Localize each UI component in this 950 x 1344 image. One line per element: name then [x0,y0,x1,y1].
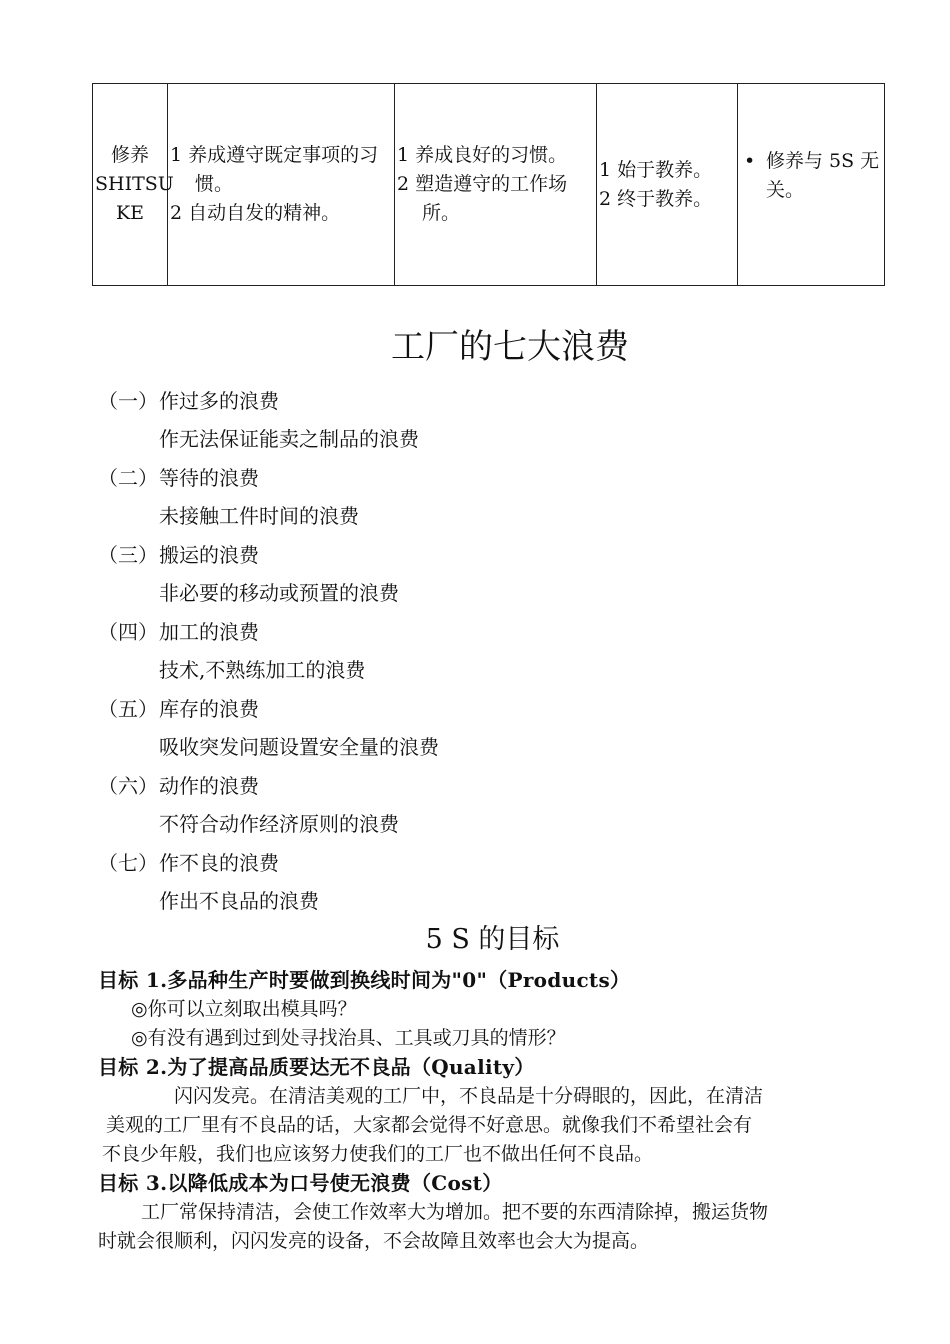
purpose-item-2: 2 塑造遵守的工作场所。 [397,173,568,224]
list-item [98,688,898,727]
list-item [98,534,898,573]
goal-3-paragraph-line-1: 工厂常保持清洁，会使工作效率大为增加。把不要的东西清除掉，搬运货物 [141,1201,769,1223]
cell-meaning [168,84,395,286]
goals-section [98,966,888,1256]
5s-table-row-shitsuke [92,83,885,286]
waste-list [98,380,898,919]
waste-name: 作不良的浪费 [159,850,279,875]
list-item [98,457,898,496]
goal-1-question-2: ◎有没有遇到过到处寻找治具、工具或刀具的情形？ [131,1027,566,1049]
cell-purpose [395,84,597,286]
meaning-item-1: 1 养成遵守既定事项的习惯。 [170,144,379,195]
slogan-item-2: 2 终于教养。 [599,187,713,210]
goal-1-question-1: ◎你可以立刻取出模具吗？ [131,998,357,1020]
waste-name: 动作的浪费 [159,773,259,798]
misconception-item [740,147,882,205]
bullet-icon: • [744,149,756,172]
waste-number: （五） [98,696,158,721]
meaning-item-2: 2 自动自发的精神。 [170,202,341,224]
goal-3-paragraph-line-2: 时就会很顺利，闪闪发亮的设备，不会故障且效率也会大为提高。 [98,1230,650,1252]
list-item [98,380,898,419]
waste-number: （七） [98,850,158,875]
waste-description: 未接触工件时间的浪费 [159,504,359,529]
list-item [98,611,898,650]
waste-name: 库存的浪费 [159,696,259,721]
waste-description: 非必要的移动或预置的浪费 [159,581,399,606]
list-item [98,765,898,804]
term-label: 修养 SHITSU KE [95,144,174,224]
waste-description: 作无法保证能卖之制品的浪费 [159,427,419,452]
waste-description: 作出不良品的浪费 [159,889,319,914]
cell-term [93,84,174,286]
waste-number: （二） [98,465,158,490]
goal-2-paragraph-line-1: 闪闪发亮。在清洁美观的工厂中，不良品是十分碍眼的，因此，在清洁 [174,1085,764,1107]
waste-number: （三） [98,542,158,567]
list-item [98,842,898,881]
goal-2-heading: 目标 2.为了提高品质要达无不良品（Quality） [98,1055,535,1079]
misconception-text: 修养与 5S 无关。 [766,149,880,201]
waste-description: 技术,不熟练加工的浪费 [159,658,366,683]
goal-3-heading: 目标 3.以降低成本为口号使无浪费（Cost） [98,1171,503,1195]
waste-description: 不符合动作经济原则的浪费 [159,812,399,837]
waste-name: 作过多的浪费 [159,388,279,413]
goal-2-paragraph-line-3: 不良少年般，我们也应该努力使我们的工厂也不做出任何不良品。 [102,1143,654,1165]
goal-1-heading: 目标 1.多品种生产时要做到换线时间为"0"（Products） [98,968,631,992]
table-row [93,84,885,286]
waste-name: 搬运的浪费 [159,542,259,567]
cell-misconception [738,84,885,286]
waste-section-title: 工厂的七大浪费 [391,327,629,367]
waste-description: 吸收突发问题设置安全量的浪费 [159,735,439,760]
purpose-item-1: 1 养成良好的习惯。 [397,144,568,166]
goal-2-paragraph-line-2: 美观的工厂里有不良品的话，大家都会觉得不好意思。就像我们不希望社会有 [106,1114,753,1136]
waste-name: 加工的浪费 [159,619,259,644]
slogan-item-1: 1 始于教养。 [599,158,713,181]
goals-section-title: 5 S 的目标 [425,924,560,955]
waste-number: （一） [98,388,158,413]
waste-number: （六） [98,773,158,798]
waste-number: （四） [98,619,158,644]
waste-name: 等待的浪费 [159,465,259,490]
cell-slogan [597,84,738,286]
